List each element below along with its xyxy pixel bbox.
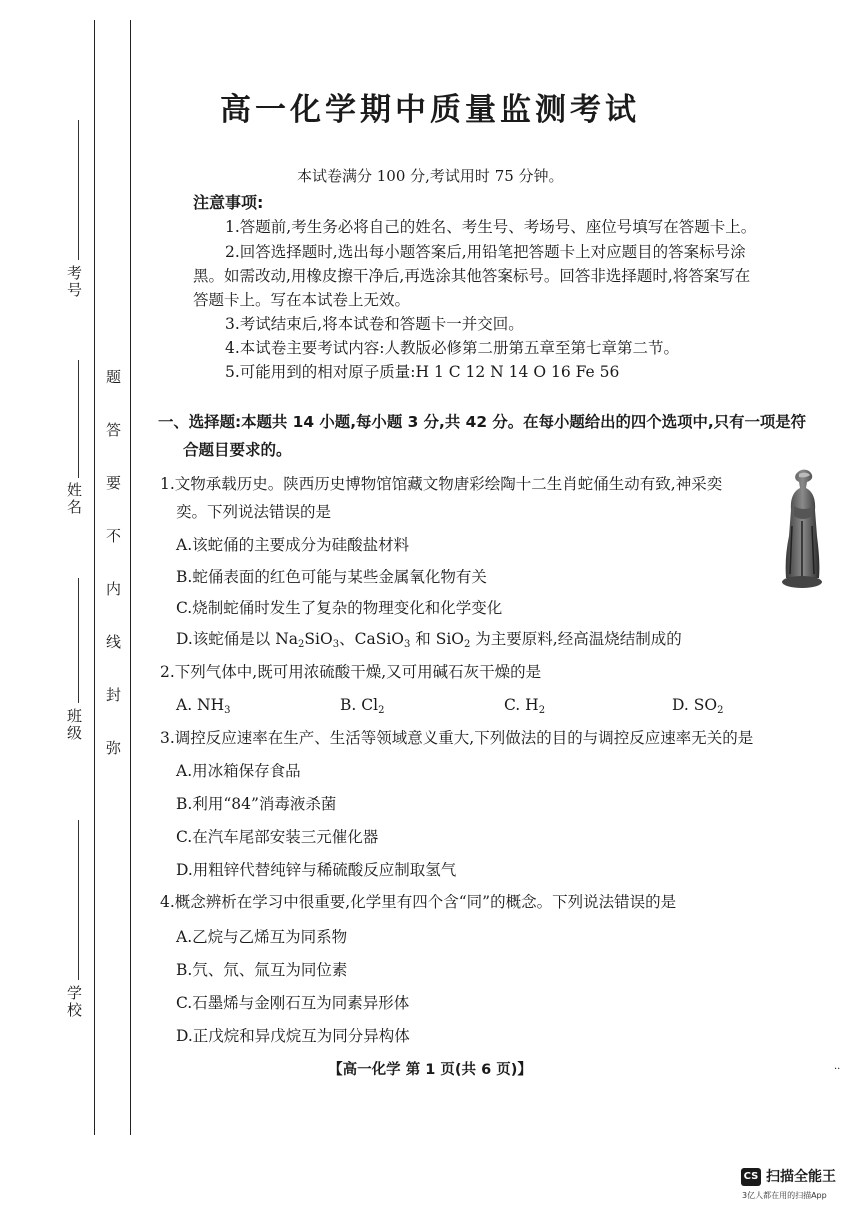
note-item: 黑。如需改动,用橡皮擦干净后,再选涂其他答案标号。回答非选择题时,将答案写在 [193, 267, 751, 285]
notes-heading: 注意事项: [193, 193, 264, 212]
seal-char: 弥 [106, 739, 122, 757]
q4-stem: 4.概念辨析在学习中很重要,化学里有四个含“同”的概念。下列说法错误的是 [160, 893, 677, 911]
q1-option-c: C.烧制蛇俑时发生了复杂的物理变化和化学变化 [176, 599, 503, 617]
scanner-app-name: 扫描全能王 [766, 1169, 836, 1185]
q4-option-b: B.氕、氘、氚互为同位素 [176, 961, 348, 979]
note-item: 1.答题前,考生务必将自己的姓名、考生号、考场号、座位号填写在答题卡上。 [225, 218, 757, 236]
name-label: 姓名 [65, 482, 83, 516]
class-label: 班级 [65, 708, 83, 742]
q3-option-a: A.用冰箱保存食品 [176, 762, 301, 780]
margin-line-left [94, 20, 95, 1135]
q2-stem: 2.下列气体中,既可用浓硫酸干燥,又可用碱石灰干燥的是 [160, 663, 542, 681]
scanner-tagline: 3亿人都在用的扫描App [742, 1191, 827, 1200]
page-title: 高一化学期中质量监测考试 [220, 92, 640, 128]
snake-figurine-image [772, 466, 830, 590]
q2-option-b: B. $Cl_2$ [340, 696, 385, 716]
seal-char: 不 [106, 527, 122, 545]
camscanner-logo-icon: CS [741, 1168, 761, 1186]
footer-mark: ·· [834, 1064, 841, 1075]
q2-option-a: A. $NH_3$ [176, 696, 231, 716]
section-heading-cont: 合题目要求的。 [183, 441, 292, 459]
q1-option-b: B.蛇俑表面的红色可能与某些金属氧化物有关 [176, 568, 487, 586]
q3-option-c: C.在汽车尾部安装三元催化器 [176, 828, 379, 846]
seal-char: 要 [106, 474, 122, 492]
q3-option-b: B.利用“84”消毒液杀菌 [176, 795, 337, 813]
q3-option-d: D.用粗锌代替纯锌与稀硫酸反应制取氢气 [176, 861, 457, 879]
note-item: 3.考试结束后,将本试卷和答题卡一并交回。 [225, 315, 524, 333]
note-item: 2.回答选择题时,选出每小题答案后,用铅笔把答题卡上对应题目的答案标号涂 [225, 243, 746, 261]
class-blank [78, 578, 79, 703]
seal-char: 答 [106, 421, 122, 439]
q4-option-c: C.石墨烯与金刚石互为同素异形体 [176, 994, 410, 1012]
section-heading: 一、选择题:本题共 14 小题,每小题 3 分,共 42 分。在每小题给出的四个选项中,只有一项是符 [158, 413, 807, 431]
page-footer: 【高一化学 第 1 页(共 6 页)】 [328, 1062, 532, 1078]
q3-stem: 3.调控反应速率在生产、生活等领域意义重大,下列做法的目的与调控反应速率无关的是 [160, 729, 754, 747]
seal-char: 内 [106, 580, 122, 598]
exam-no-blank [78, 120, 79, 260]
q1-option-a: A.该蛇俑的主要成分为硅酸盐材料 [176, 536, 410, 554]
note-item: 5.可能用到的相对原子质量:H 1 C 12 N 14 O 16 Fe 56 [225, 363, 620, 381]
note-item: 答题卡上。写在本试卷上无效。 [193, 291, 411, 309]
q2-option-d: D. $SO_2$ [672, 696, 724, 716]
seal-char: 线 [106, 633, 122, 651]
exam-intro: 本试卷满分 100 分,考试用时 75 分钟。 [297, 167, 564, 185]
exam-no-label: 考号 [65, 265, 83, 299]
q4-option-d: D.正戊烷和异戊烷互为同分异构体 [176, 1027, 410, 1045]
seal-char: 题 [106, 368, 122, 386]
q1-stem: 1.文物承载历史。陕西历史博物馆馆藏文物唐彩绘陶十二生肖蛇俑生动有致,神采奕 [160, 475, 723, 493]
name-blank [78, 360, 79, 478]
school-blank [78, 820, 79, 980]
seal-char: 封 [106, 686, 122, 704]
note-item: 4.本试卷主要考试内容:人教版必修第二册第五章至第七章第二节。 [225, 339, 680, 357]
q1-stem-cont: 奕。下列说法错误的是 [176, 503, 332, 521]
q4-option-a: A.乙烷与乙烯互为同系物 [176, 928, 348, 946]
q1-option-d: D.该蛇俑是以 $Na_2SiO_3$、CaSiO$_3$ 和 SiO$_2$ 为主要原料,经高温烧结制成的 [176, 630, 682, 650]
margin-line-right [130, 20, 131, 1135]
school-label: 学校 [65, 985, 83, 1019]
q2-option-c: C. $H_2$ [504, 696, 546, 716]
